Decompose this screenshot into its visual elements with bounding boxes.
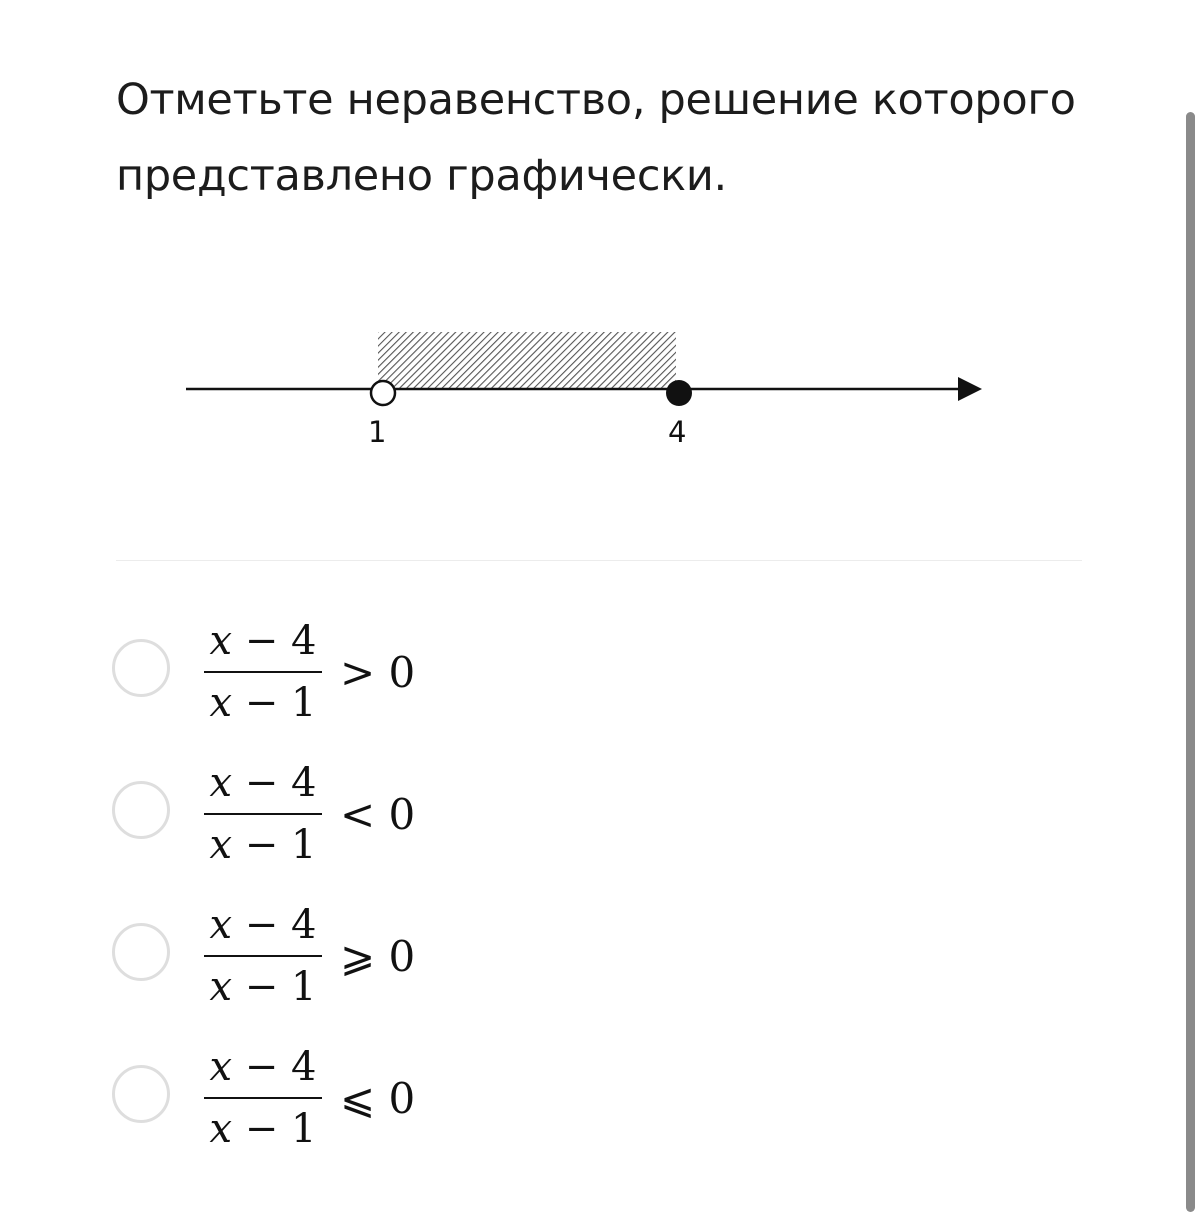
radio-button[interactable]	[112, 781, 170, 839]
scrollbar[interactable]	[1185, 100, 1195, 1200]
number-line-figure	[170, 320, 1000, 460]
answer-option[interactable]	[112, 612, 672, 732]
fraction-denominator: x − 1	[209, 822, 317, 869]
fraction-denominator: x − 1	[209, 964, 317, 1011]
radio-button[interactable]	[112, 639, 170, 697]
answer-option[interactable]	[112, 754, 672, 874]
fraction-numerator: x − 4	[209, 617, 317, 664]
relation: ⩾ 0	[340, 931, 416, 981]
axis-arrow-icon	[958, 377, 982, 401]
radio-button[interactable]	[112, 923, 170, 981]
fraction-numerator: x − 4	[209, 901, 317, 948]
relation: < 0	[340, 789, 416, 839]
option-formula	[204, 896, 415, 1016]
fraction-numerator: x − 4	[209, 759, 317, 806]
answer-option[interactable]	[112, 896, 672, 1016]
relation: ⩽ 0	[340, 1073, 416, 1123]
fraction-denominator: x − 1	[209, 1106, 317, 1153]
point-label-1: 1	[368, 415, 387, 449]
scrollbar-thumb[interactable]	[1186, 112, 1195, 1212]
option-formula	[204, 754, 415, 874]
option-formula	[204, 1038, 415, 1158]
question-title: Отметьте неравенство, решение которого представлено графически.	[116, 75, 1076, 201]
option-formula	[204, 612, 415, 732]
fraction	[204, 1041, 322, 1156]
point-label-4: 4	[668, 415, 687, 449]
closed-point-4	[666, 380, 692, 406]
fraction	[204, 615, 322, 730]
fraction	[204, 757, 322, 872]
fraction-numerator: x − 4	[209, 1043, 317, 1090]
shaded-interval	[378, 332, 676, 390]
fraction-denominator: x − 1	[209, 680, 317, 727]
fraction	[204, 899, 322, 1014]
divider	[116, 560, 1082, 561]
relation: > 0	[340, 647, 416, 697]
open-point-1	[371, 381, 395, 405]
answer-option[interactable]	[112, 1038, 672, 1158]
radio-button[interactable]	[112, 1065, 170, 1123]
